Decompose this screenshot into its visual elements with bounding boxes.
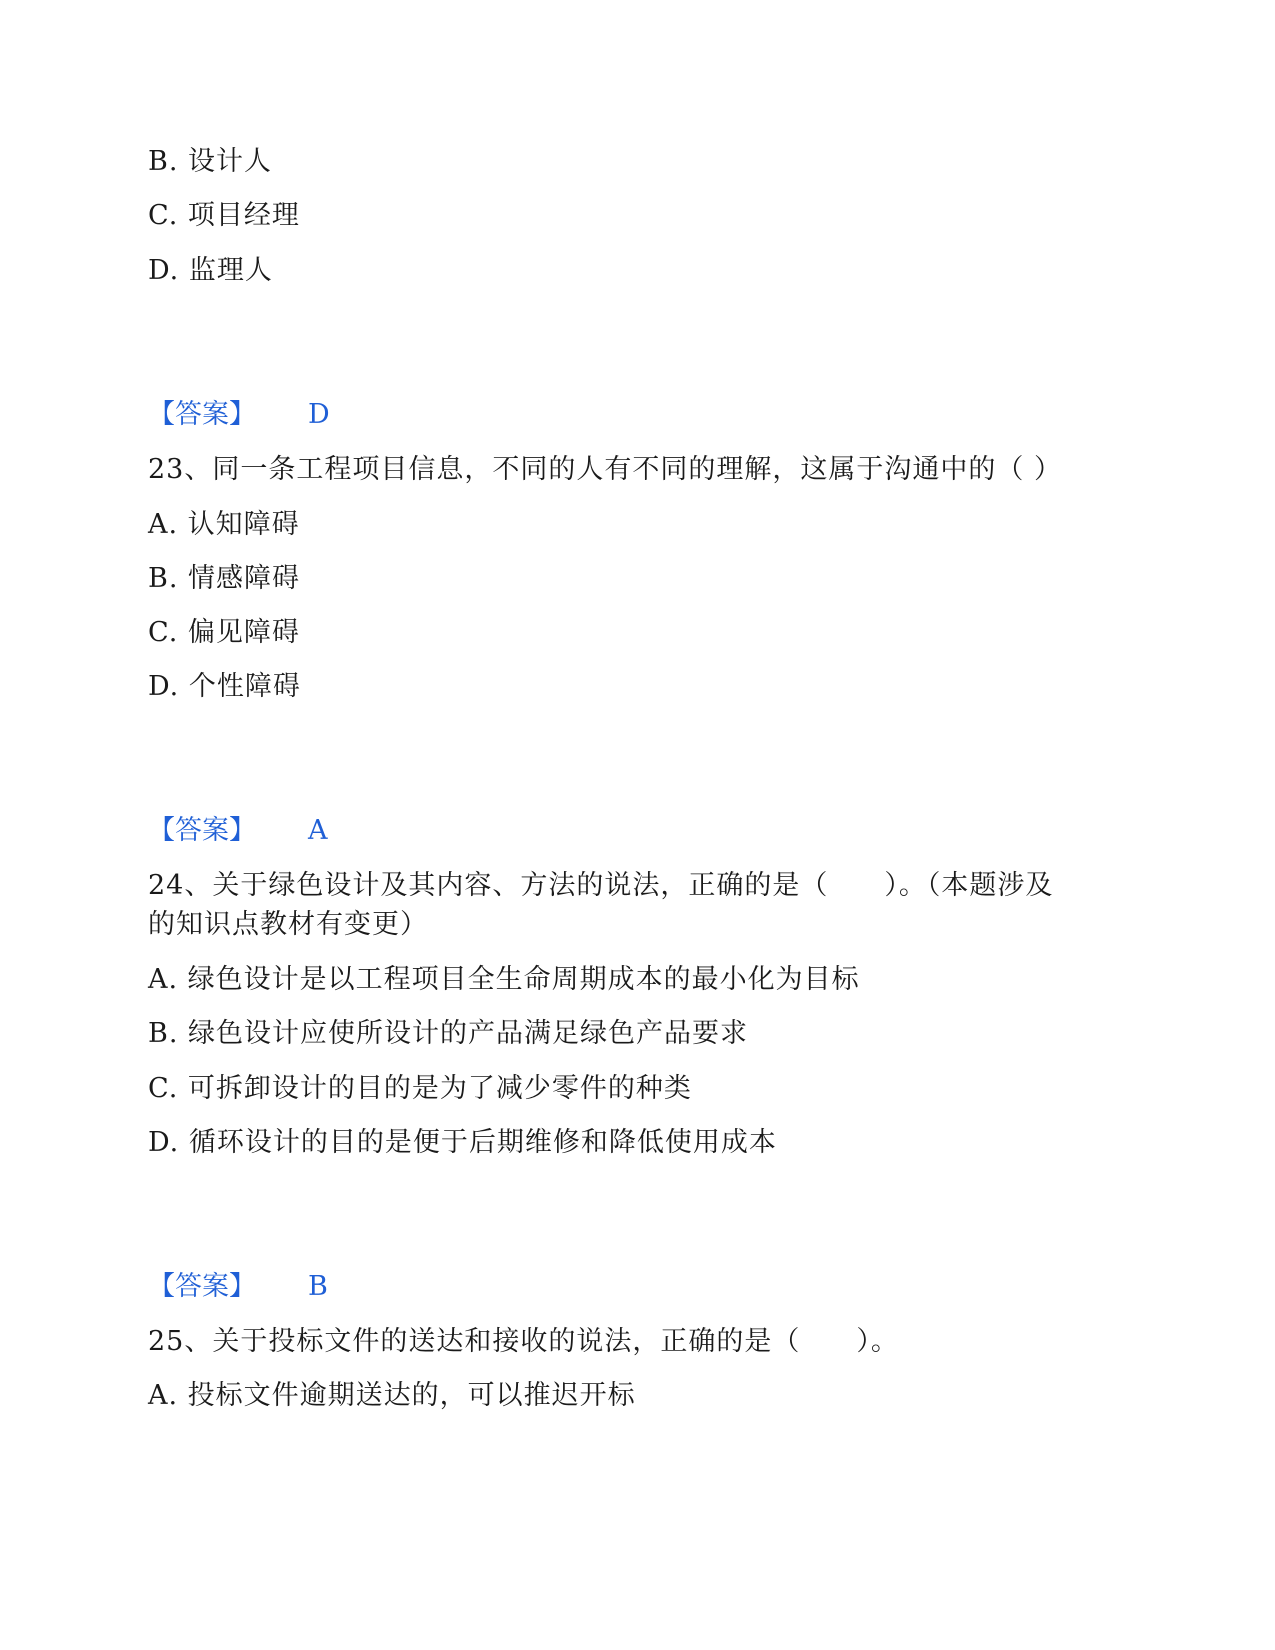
q24-stem-line2: 的知识点教材有变更） (148, 909, 428, 940)
q24-option-b: B. 绿色设计应使所设计的产品满足绿色产品要求 (148, 1018, 749, 1049)
q23-answer (148, 812, 328, 850)
q22-option-b: B. 设计人 (148, 146, 273, 177)
answer-key: B (308, 1271, 328, 1302)
q24-option-c: C. 可拆卸设计的目的是为了减少零件的种类 (148, 1073, 692, 1104)
q25-option-a: A. 投标文件逾期送达的，可以推迟开标 (148, 1380, 636, 1411)
answer-label: 【答案】 (148, 399, 256, 430)
q23-option-c: C. 偏见障碍 (148, 617, 300, 648)
q24-option-a: A. 绿色设计是以工程项目全生命周期成本的最小化为目标 (148, 964, 860, 995)
q23-option-a: A. 认知障碍 (148, 509, 300, 540)
q24-stem-line1: 24、关于绿色设计及其内容、方法的说法，正确的是（ ）。（本题涉及 (148, 870, 1054, 901)
q25-stem: 25、关于投标文件的送达和接收的说法，正确的是（ ）。 (148, 1326, 899, 1357)
q24-option-d: D. 循环设计的目的是便于后期维修和降低使用成本 (148, 1127, 777, 1158)
answer-label: 【答案】 (148, 1271, 256, 1302)
q23-option-b: B. 情感障碍 (148, 563, 301, 594)
answer-label: 【答案】 (148, 815, 256, 846)
q22-option-c: C. 项目经理 (148, 200, 300, 231)
answer-key: D (308, 399, 330, 430)
q22-option-d: D. 监理人 (148, 255, 273, 286)
answer-key: A (308, 815, 328, 846)
q24-answer (148, 1268, 328, 1306)
q22-answer (148, 396, 330, 434)
q23-option-d: D. 个性障碍 (148, 671, 301, 702)
q23-stem: 23、同一条工程项目信息，不同的人有不同的理解，这属于沟通中的（ ） (148, 454, 1062, 485)
